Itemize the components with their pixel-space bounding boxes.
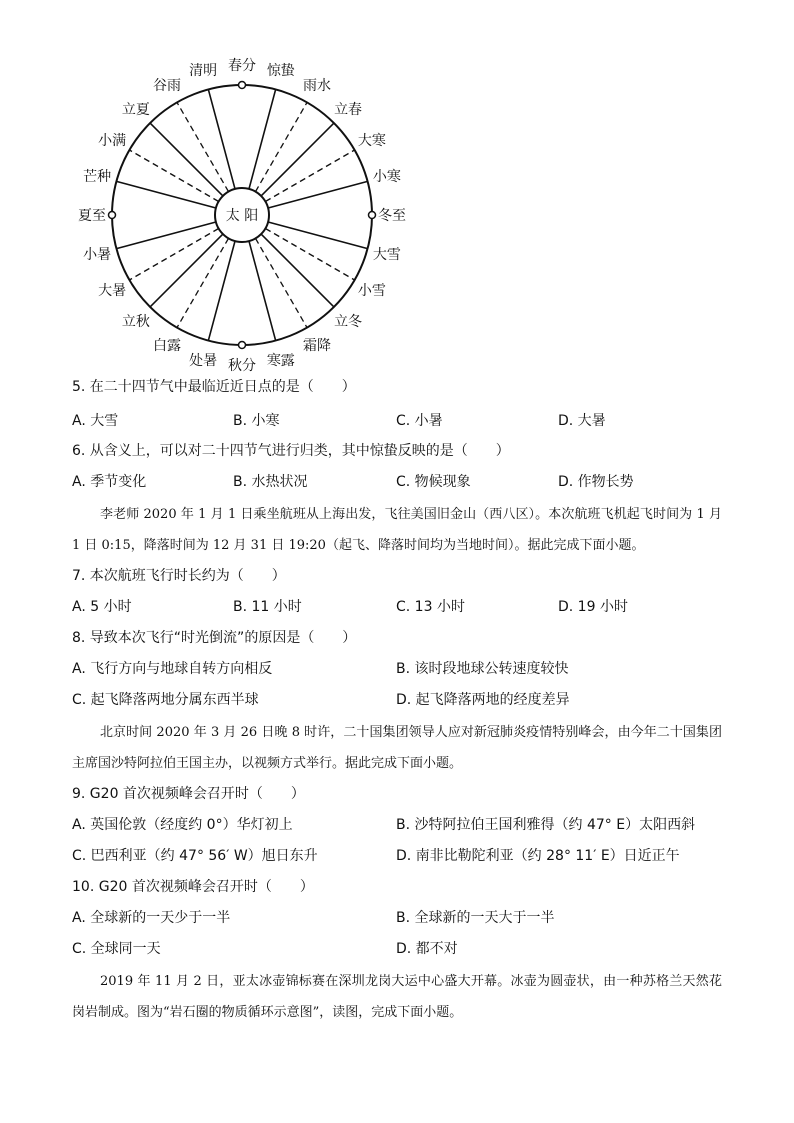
dashed-spoke [129,150,218,202]
question-6-stem: 6. 从含义上，可以对二十四节气进行归类，其中惊蛰反映的是（ ） [72,443,510,459]
solar-term-label: 谷雨 [153,78,181,95]
question-5-stem: 5. 在二十四节气中最临近近日点的是（ ） [72,379,356,395]
dashed-spoke [177,238,229,327]
solar-term-label: 白露 [153,337,181,354]
solid-spoke [150,123,223,196]
q8-option-a[interactable]: A. 飞行方向与地球自转方向相反 [72,661,273,677]
q10-option-b[interactable]: B. 全球新的一天大于一半 [396,910,555,926]
solid-spoke [116,222,215,249]
solar-term-label: 春分 [228,58,256,74]
solar-term-label: 秋分 [228,358,256,374]
cardinal-term-marker [239,82,246,89]
sun-label: 太 阳 [225,208,259,224]
dashed-spoke [129,229,218,281]
solid-spoke [261,123,334,196]
q7-option-b[interactable]: B. 11 小时 [233,599,302,615]
q9-option-b[interactable]: B. 沙特阿拉伯王国利雅得（约 47° E）太阳西斜 [396,817,696,833]
solar-term-label: 立冬 [334,314,363,331]
solid-spoke [116,181,215,208]
solar-term-label: 冬至 [378,208,406,224]
solar-term-label: 立秋 [121,314,150,331]
q9-option-a[interactable]: A. 英国伦敦（经度约 0°）华灯初上 [72,817,293,833]
cardinal-term-marker [239,342,246,349]
solid-spoke [208,89,235,188]
q6-option-c[interactable]: C. 物候现象 [396,474,471,490]
solar-term-label: 小暑 [83,246,112,263]
q6-option-d[interactable]: D. 作物长势 [558,474,634,490]
solid-spoke [208,241,235,340]
solar-terms-diagram [60,55,430,375]
solar-term-label: 处暑 [189,352,218,369]
solar-term-label: 小寒 [372,169,401,186]
solid-spoke [249,89,276,188]
solid-spoke [150,234,223,307]
passage-g20: 北京时间 2020 年 3 月 26 日晚 8 时许，二十国集团领导人应对新冠肺炎疫情特别峰会，由今年二十国集团主席国沙特阿拉伯王国主办，以视频方式举行。据此完成下面小题。 [72,725,722,771]
q10-option-c[interactable]: C. 全球同一天 [72,941,161,957]
cardinal-term-marker [369,212,376,219]
dashed-spoke [177,102,229,191]
solar-term-label: 芒种 [83,169,112,186]
q10-option-d[interactable]: D. 都不对 [396,941,458,957]
q7-option-d[interactable]: D. 19 小时 [558,599,628,615]
q9-option-c[interactable]: C. 巴西利亚（约 47° 56′ W）旭日东升 [72,848,318,864]
question-10-stem: 10. G20 首次视频峰会召开时（ ） [72,879,314,895]
solar-term-label: 大暑 [98,283,127,299]
solar-term-label: 立春 [334,101,363,118]
q5-option-a[interactable]: A. 大雪 [72,413,119,429]
solar-term-label: 立夏 [121,101,150,118]
dashed-spoke [265,150,354,202]
passage-curling: 2019 年 11 月 2 日，亚太冰壶锦标赛在深圳龙岗大运中心盛大开幕。冰壶为圆壶状，由一种苏格兰天然花岗岩制成。图为“岩石圈的物质循环示意图”，读图，完成下面小题。 [72,974,722,1020]
q6-option-a[interactable]: A. 季节变化 [72,474,147,490]
solar-term-label: 大寒 [357,133,386,149]
solar-term-label: 霜降 [303,337,331,354]
solid-spoke [268,181,367,208]
q7-option-a[interactable]: A. 5 小时 [72,599,132,615]
solar-term-label: 大雪 [372,246,401,263]
q6-option-b[interactable]: B. 水热状况 [233,474,308,490]
solid-spoke [249,241,276,340]
q8-option-d[interactable]: D. 起飞降落两地的经度差异 [396,692,570,708]
question-7-stem: 7. 本次航班飞行时长约为（ ） [72,568,286,584]
dashed-spoke [256,238,308,327]
q9-option-d[interactable]: D. 南非比勒陀利亚（约 28° 11′ E）日近正午 [396,848,680,864]
dashed-spoke [256,102,308,191]
q8-option-b[interactable]: B. 该时段地球公转速度较快 [396,661,569,677]
solid-spoke [261,234,334,307]
q5-option-b[interactable]: B. 小寒 [233,413,280,429]
q8-option-c[interactable]: C. 起飞降落两地分属东西半球 [72,692,259,708]
question-8-stem: 8. 导致本次飞行“时光倒流”的原因是（ ） [72,630,357,646]
solar-term-label: 雨水 [303,78,331,95]
solar-term-label: 夏至 [78,208,106,224]
dashed-spoke [265,229,354,281]
question-9-stem: 9. G20 首次视频峰会召开时（ ） [72,786,305,802]
solar-term-label: 小雪 [357,283,386,299]
q5-option-d[interactable]: D. 大暑 [558,413,606,429]
solid-spoke [268,222,367,249]
solar-term-label: 小满 [98,133,127,149]
q7-option-c[interactable]: C. 13 小时 [396,599,465,615]
q10-option-a[interactable]: A. 全球新的一天少于一半 [72,910,231,926]
solar-term-label: 清明 [189,63,218,80]
solar-term-label: 惊蛰 [266,63,295,80]
solar-term-label: 寒露 [266,352,295,369]
passage-flight: 李老师 2020 年 1 月 1 日乘坐航班从上海出发，飞往美国旧金山（西八区）。本次航班飞机起飞时间为 1 月 1 日 0:15，降落时间为 12 月 31 日 19:20（起飞、降落时间均为当地时间）。据此完成下面小题。 [72,507,722,553]
cardinal-term-marker [109,212,116,219]
q5-option-c[interactable]: C. 小暑 [396,413,443,429]
